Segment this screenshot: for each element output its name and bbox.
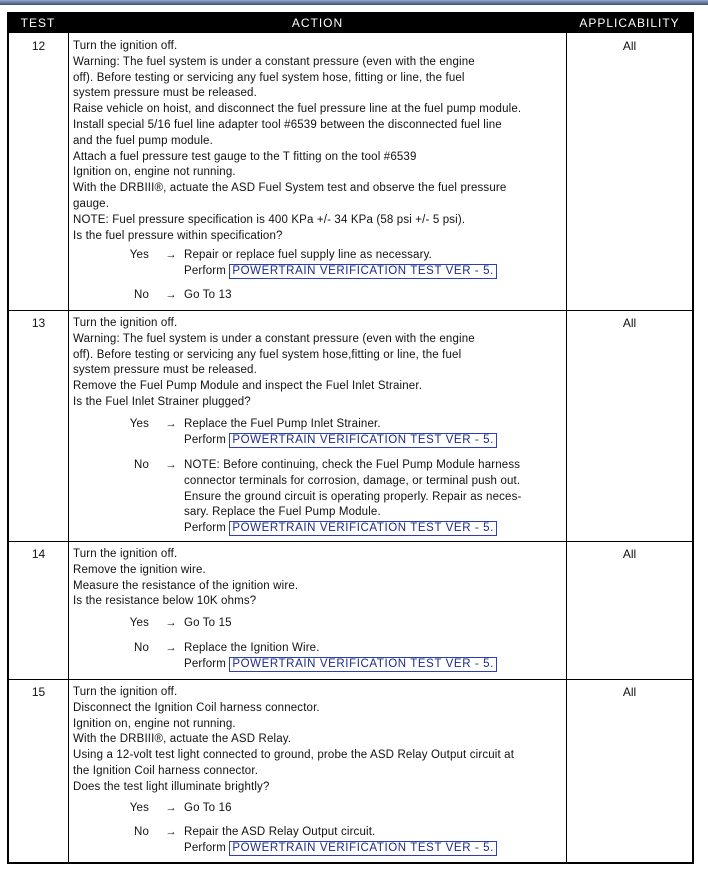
action-line: Disconnect the Ignition Coil harness connector.: [73, 701, 320, 714]
row-divider: [9, 679, 692, 680]
test-number: 13: [31, 316, 46, 330]
result-line: NOTE: Before continuing, check the Fuel Pump Module harness: [184, 459, 521, 471]
result-line: Go To 15: [184, 617, 232, 629]
no-result: [184, 458, 554, 537]
no-label: No: [133, 289, 149, 301]
no-label: No: [133, 642, 149, 654]
action-line: Is the resistance below 10K ohms?: [73, 595, 257, 608]
yes-label: Yes: [129, 249, 149, 261]
action-line: Warning: The fuel system is under a constant pressure (even with the engine: [73, 332, 475, 345]
action-line: Turn the ignition off.: [73, 548, 178, 560]
action-line: Turn the ignition off.: [73, 40, 178, 52]
diagnostic-table: [7, 12, 694, 864]
header-action: ACTION: [291, 16, 344, 30]
applicability-value: All: [622, 39, 637, 53]
action-line: Remove the Fuel Pump Module and inspect the Fuel Inlet Strainer.: [73, 380, 423, 393]
no-result: [184, 288, 554, 304]
yes-result: [184, 417, 554, 449]
action-line: Turn the ignition off.: [73, 686, 178, 698]
table-header: [9, 14, 692, 33]
applicability-value: All: [622, 547, 637, 561]
arrow-icon: →: [165, 642, 177, 654]
action-text: [73, 39, 563, 244]
verification-test-link[interactable]: POWERTRAIN VERIFICATION TEST VER - 5.: [229, 433, 497, 448]
action-line: Does the test light illuminate brightly?: [73, 780, 270, 793]
no-result: [184, 641, 554, 673]
action-line: Attach a fuel pressure test gauge to the T fitting on the tool #6539: [73, 150, 417, 163]
perform-text: Perform: [184, 657, 226, 670]
action-line: Raise vehicle on hoist, and disconnect the fuel pressure line at the fuel pump module.: [73, 103, 522, 116]
perform-text: Perform: [184, 522, 226, 535]
action-line: With the DRBIII®, actuate the ASD Relay.: [73, 733, 292, 746]
arrow-icon: →: [165, 459, 177, 471]
result-line: Go To 16: [184, 802, 232, 814]
yes-result: [184, 248, 554, 280]
action-line: off). Before testing or servicing any fuel system hose,fitting or line, the fuel: [73, 348, 462, 361]
arrow-icon: →: [165, 617, 177, 629]
action-line: Ignition on, engine not running.: [73, 166, 236, 179]
result-line: Repair the ASD Relay Output circuit.: [184, 826, 376, 838]
action-line: Is the fuel pressure within specification?: [73, 229, 283, 242]
verification-test-link[interactable]: POWERTRAIN VERIFICATION TEST VER - 5.: [229, 264, 497, 279]
perform-text: Perform: [184, 433, 226, 446]
result-line: Go To 13: [184, 289, 232, 301]
perform-line: [184, 433, 554, 449]
header-test: TEST: [20, 16, 56, 30]
applicability-value: All: [622, 685, 637, 699]
no-label: No: [133, 826, 149, 838]
result-line: sary. Replace the Fuel Pump Module.: [184, 506, 381, 519]
result-line: Repair or replace fuel supply line as necessary.: [184, 249, 432, 261]
verification-test-link[interactable]: POWERTRAIN VERIFICATION TEST VER - 5.: [229, 521, 497, 536]
arrow-icon: →: [165, 802, 177, 814]
action-line: off). Before testing or servicing any fuel system hose, fitting or line, the fuel: [73, 71, 465, 84]
perform-text: Perform: [184, 264, 226, 277]
yes-result: [184, 616, 554, 632]
verification-test-link[interactable]: POWERTRAIN VERIFICATION TEST VER - 5.: [229, 657, 497, 672]
arrow-icon: →: [165, 249, 177, 261]
perform-line: [184, 264, 554, 280]
row-divider: [9, 541, 692, 542]
test-number: 12: [31, 39, 46, 53]
result-line: Ensure the ground circuit is operating properly. Repair as neces-: [184, 490, 522, 503]
arrow-icon: →: [165, 826, 177, 838]
action-text: [73, 685, 563, 796]
result-line: Replace the Ignition Wire.: [184, 642, 320, 654]
action-line: NOTE: Fuel pressure specification is 400 KPa +/- 34 KPa (58 psi +/- 5 psi).: [73, 213, 466, 226]
column-divider: [68, 33, 69, 864]
no-label: No: [133, 459, 149, 471]
test-number: 14: [31, 547, 46, 561]
yes-label: Yes: [129, 802, 149, 814]
perform-line: [184, 657, 554, 673]
test-number: 15: [31, 685, 46, 699]
action-line: the Ignition Coil harness connector.: [73, 764, 259, 777]
header-applicability: APPLICABILITY: [579, 16, 680, 30]
top-bar: [0, 0, 708, 5]
action-line: Remove the ignition wire.: [73, 563, 206, 576]
yes-label: Yes: [129, 617, 149, 629]
column-divider: [566, 33, 567, 864]
result-line: Replace the Fuel Pump Inlet Strainer.: [184, 418, 381, 430]
perform-line: [184, 521, 554, 537]
action-line: system pressure must be released.: [73, 87, 257, 100]
action-text: [73, 316, 563, 411]
applicability-value: All: [622, 316, 637, 330]
verification-test-link[interactable]: POWERTRAIN VERIFICATION TEST VER - 5.: [229, 841, 497, 856]
action-line: and the fuel pump module.: [73, 134, 213, 147]
action-line: Ignition on, engine not running.: [73, 717, 236, 730]
yes-result: [184, 801, 554, 817]
action-line: Using a 12-volt test light connected to ground, probe the ASD Relay Output circuit at: [73, 749, 515, 762]
perform-text: Perform: [184, 841, 226, 854]
action-line: Install special 5/16 fuel line adapter tool #6539 between the disconnected fuel line: [73, 118, 502, 131]
action-line: gauge.: [73, 197, 110, 210]
row-divider: [9, 310, 692, 311]
no-result: [184, 825, 554, 857]
action-text: [73, 547, 563, 610]
perform-line: [184, 841, 554, 857]
arrow-icon: →: [165, 418, 177, 430]
action-line: system pressure must be released.: [73, 364, 257, 377]
action-line: With the DRBIII®, actuate the ASD Fuel System test and observe the fuel pressure: [73, 182, 507, 195]
result-line: connector terminals for corrosion, damage, or terminal push out.: [184, 474, 521, 487]
arrow-icon: →: [165, 289, 177, 301]
action-line: Measure the resistance of the ignition wire.: [73, 579, 299, 592]
yes-label: Yes: [129, 418, 149, 430]
action-line: Turn the ignition off.: [73, 317, 178, 329]
action-line: Is the Fuel Inlet Strainer plugged?: [73, 395, 251, 408]
action-line: Warning: The fuel system is under a constant pressure (even with the engine: [73, 55, 475, 68]
